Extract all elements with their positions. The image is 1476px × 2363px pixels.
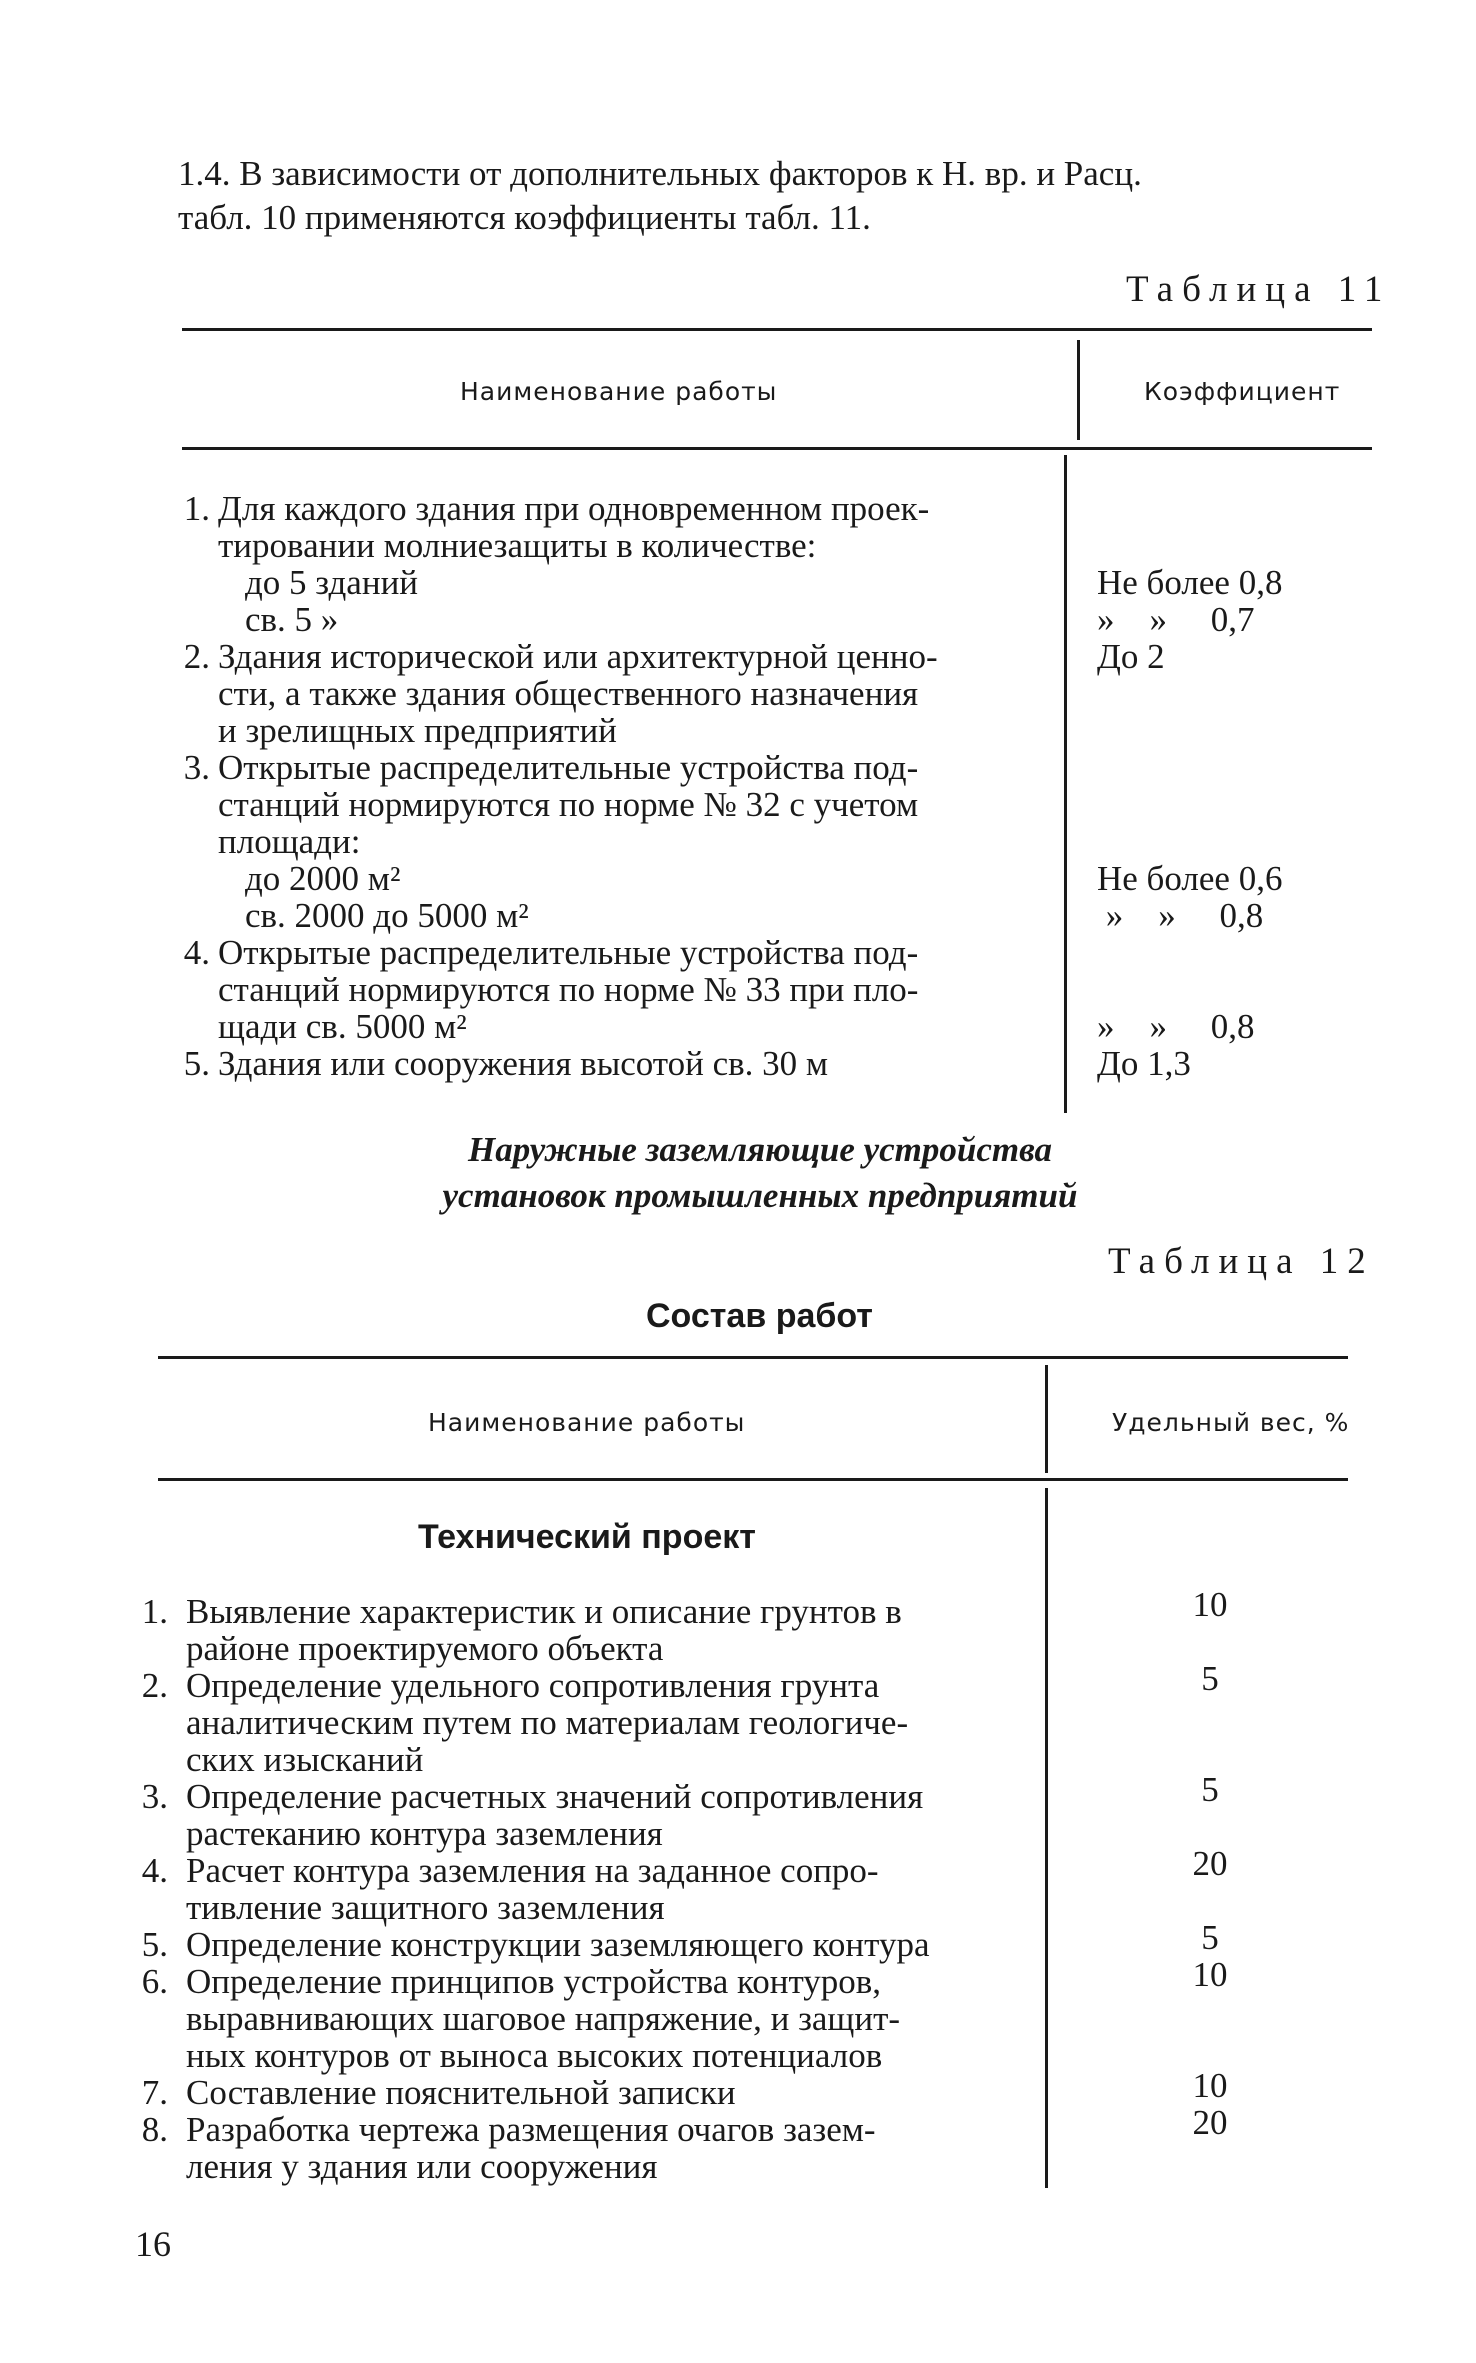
row-text: [245, 897, 1070, 934]
row-text-line: районе проектируемого объекта: [186, 1629, 664, 1668]
table-12-col-name-header: Наименование работы: [428, 1408, 746, 1437]
row-text-line: Определение удельного сопротивления грунта: [186, 1666, 880, 1705]
row-text-line: св. 5 »: [245, 600, 339, 639]
row-text-line: тировании молниезащиты в количестве:: [218, 526, 817, 565]
row-number: 5.: [183, 1044, 210, 1083]
table-12-header-rule: [158, 1478, 1348, 1481]
row-number: 3.: [141, 1777, 168, 1816]
table-12-header-divider: [1045, 1365, 1048, 1473]
table-11-top-rule: [182, 328, 1372, 331]
row-number: 6.: [141, 1962, 168, 2001]
row-weight-value: 5: [1201, 1918, 1219, 1957]
row-text: [245, 860, 1070, 897]
intro-line-1: 1.4. В зависимости от дополнительных факторов к Н. вр. и Расц.: [178, 154, 1142, 193]
table-11-body-divider: [1064, 455, 1067, 1113]
table-12-col-weight-header: Удельный вес, %: [1112, 1408, 1350, 1437]
row-number: 1.: [141, 1592, 168, 1631]
row-text-line: сти, а также здания общественного назначения: [218, 674, 919, 713]
row-text-line: аналитическим путем по материалам геологиче-: [186, 1703, 909, 1742]
row-text: [218, 490, 1043, 564]
table-11-col-coef-header: Коэффициент: [1144, 377, 1341, 406]
table-11-label: Таблица 11: [1126, 269, 1392, 310]
row-number: 8.: [141, 2110, 168, 2149]
row-coefficient: » » 0,7: [1097, 600, 1255, 639]
row-text-line: до 2000 м²: [245, 859, 401, 898]
row-text: [186, 2111, 1016, 2185]
row-text: [186, 1963, 1016, 2074]
row-text: [186, 1593, 1016, 1667]
section-heading-line-2: установок промышленных предприятий: [442, 1176, 1078, 1215]
row-text-line: Расчет контура заземления на заданное сопро-: [186, 1851, 879, 1890]
row-text: [245, 564, 1070, 601]
row-text: [186, 1667, 1016, 1778]
row-coefficient: » » 0,8: [1097, 896, 1264, 935]
row-text-line: Определение расчетных значений сопротивления: [186, 1777, 924, 1816]
row-text-line: и зрелищных предприятий: [218, 711, 617, 750]
row-number: 4.: [183, 933, 210, 972]
table-12-title: Состав работ: [646, 1297, 873, 1335]
row-text-line: растеканию контура заземления: [186, 1814, 663, 1853]
table-12-body-divider: [1045, 1488, 1048, 2188]
row-number: 4.: [141, 1851, 168, 1890]
row-number: 3.: [183, 748, 210, 787]
row-text: [186, 1926, 1016, 1963]
row-text-line: тивление защитного заземления: [186, 1888, 665, 1927]
row-text-line: Определение конструкции заземляющего контура: [186, 1925, 930, 1964]
row-number: 2.: [141, 1666, 168, 1705]
row-text-line: Здания или сооружения высотой св. 30 м: [218, 1044, 829, 1083]
row-number: 7.: [141, 2073, 168, 2112]
row-weight-value: 20: [1192, 1844, 1228, 1883]
row-text-line: Для каждого здания при одновременном проек-: [218, 489, 930, 528]
section-heading-line-1: Наружные заземляющие устройства: [467, 1130, 1053, 1169]
row-text-line: Разработка чертежа размещения очагов зазем-: [186, 2110, 876, 2149]
row-text: [218, 749, 1043, 860]
intro-paragraph: [178, 152, 1378, 240]
row-text: [186, 1778, 1016, 1852]
row-weight-value: 10: [1192, 1585, 1228, 1624]
row-weight-value: 10: [1192, 2066, 1228, 2105]
table-11-col-name-header: Наименование работы: [460, 377, 778, 406]
row-text-line: Открытые распределительные устройства под-: [218, 933, 919, 972]
row-text-line: Определение принципов устройства контуров,: [186, 1962, 882, 2001]
row-text-line: ных контуров от выноса высоких потенциалов: [186, 2036, 883, 2075]
table-11-header-rule: [182, 447, 1372, 450]
row-number: 5.: [141, 1925, 168, 1964]
row-text: [218, 1045, 1043, 1082]
row-text: [245, 601, 1070, 638]
row-text-line: св. 2000 до 5000 м²: [245, 896, 529, 935]
row-text-line: до 5 зданий: [245, 563, 419, 602]
row-text-line: площади:: [218, 822, 361, 861]
row-number: 2.: [183, 637, 210, 676]
row-coefficient: » » 0,8: [1097, 1007, 1255, 1046]
row-coefficient: До 1,3: [1097, 1044, 1191, 1083]
row-number: 1.: [183, 489, 210, 528]
row-coefficient: Не более 0,8: [1097, 563, 1283, 602]
row-text-line: ления у здания или сооружения: [186, 2147, 658, 2186]
row-text: [186, 2074, 1016, 2111]
row-text-line: Выявление характеристик и описание грунтов в: [186, 1592, 902, 1631]
row-text-line: станций нормируются по норме № 33 при пло-: [218, 970, 919, 1009]
row-text-line: Открытые распределительные устройства под-: [218, 748, 919, 787]
row-weight-value: 5: [1201, 1659, 1219, 1698]
row-text: [218, 934, 1043, 1045]
intro-line-2: табл. 10 применяются коэффициенты табл. 11.: [178, 198, 871, 237]
row-text-line: ских изысканий: [186, 1740, 424, 1779]
section-heading: [380, 1127, 1140, 1219]
row-text-line: Составление пояснительной записки: [186, 2073, 736, 2112]
row-coefficient: Не более 0,6: [1097, 859, 1283, 898]
page-number: 16: [135, 2224, 171, 2264]
row-text-line: щади св. 5000 м²: [218, 1007, 467, 1046]
row-weight-value: 20: [1192, 2103, 1228, 2142]
row-text: [186, 1852, 1016, 1926]
row-text: [218, 638, 1043, 749]
row-text-line: выравнивающих шаговое напряжение, и защит-: [186, 1999, 901, 2038]
row-text-line: Здания исторической или архитектурной ценно-: [218, 637, 938, 676]
table-12-top-rule: [158, 1356, 1348, 1359]
row-weight-value: 10: [1192, 1955, 1228, 1994]
table-12-label: Таблица 12: [1108, 1241, 1375, 1282]
row-weight-value: 5: [1201, 1770, 1219, 1809]
row-coefficient: До 2: [1097, 637, 1165, 676]
table-11-header-divider: [1077, 340, 1080, 440]
row-text-line: станций нормируются по норме № 32 с учетом: [218, 785, 919, 824]
table-12-subheading: Технический проект: [418, 1518, 756, 1556]
